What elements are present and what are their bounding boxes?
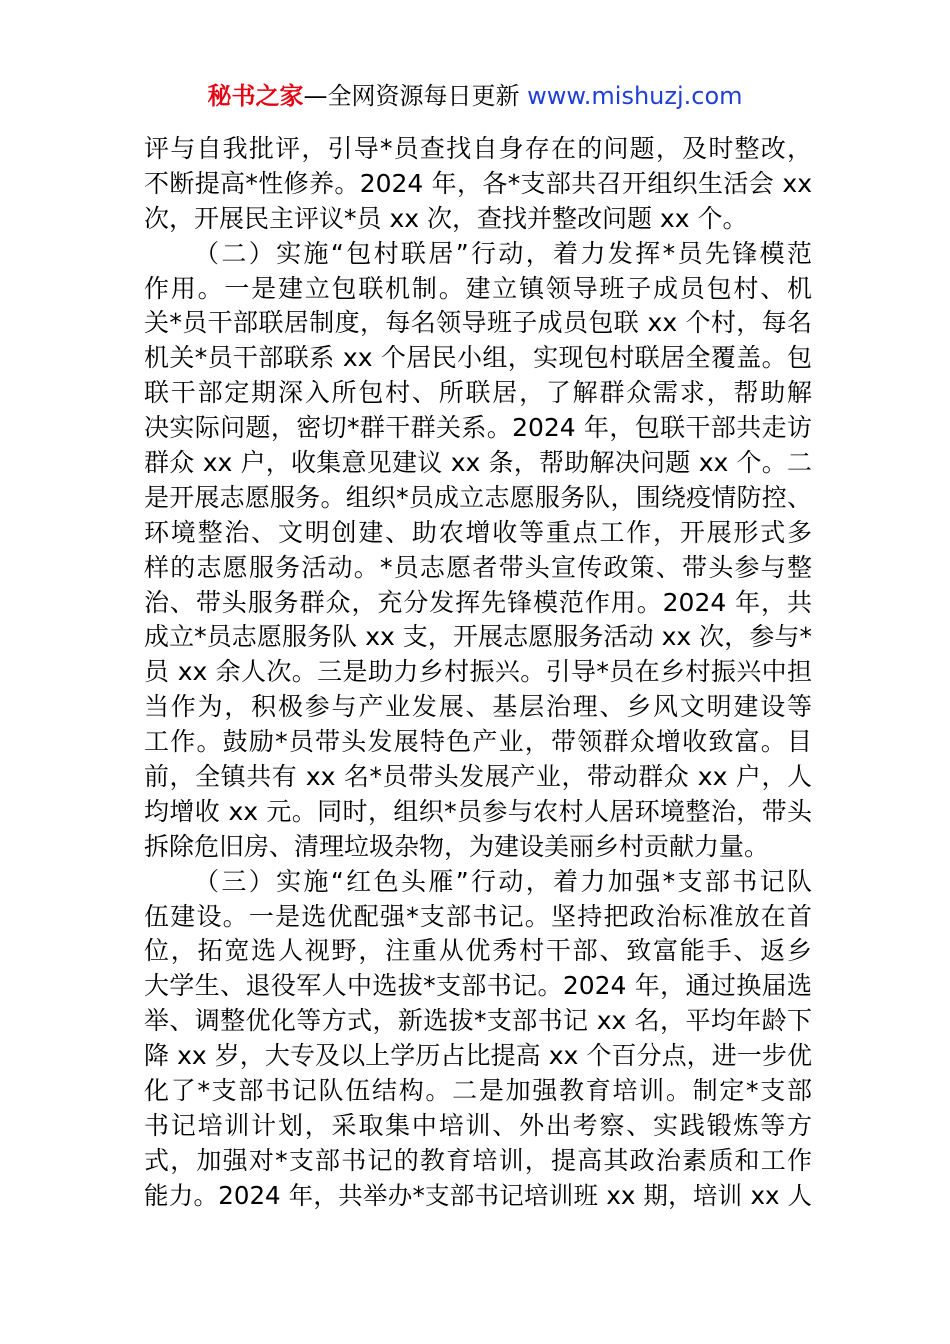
text-line: 是开展志愿服务。组织*员成立志愿服务队，围绕疫情防控、	[144, 482, 812, 512]
header-tagline: —全网资源每日更新	[303, 82, 528, 110]
section-heading-line: （二）实施“包村联居”行动，着力发挥*员先锋模范	[194, 238, 812, 268]
section-heading-line: （三）实施“红色头雁”行动，着力加强*支部书记队	[194, 866, 812, 896]
text-line: 关*员干部联居制度，每名领导班子成员包联 xx 个村，每名	[144, 308, 812, 338]
text-line: 拆除危旧房、清理垃圾杂物，为建设美丽乡村贡献力量。	[144, 831, 770, 861]
text-line: 治、带头服务群众，充分发挥先锋模范作用。2024 年，共	[144, 587, 812, 617]
text-line: 均增收 xx 元。同时，组织*员参与农村人居环境整治，带头	[144, 796, 812, 826]
text-line: 成立*员志愿服务队 xx 支，开展志愿服务活动 xx 次，参与*	[144, 622, 812, 652]
text-line: 联干部定期深入所包村、所联居，了解群众需求，帮助解	[144, 378, 812, 408]
site-url-link[interactable]: www.mishuzj.com	[527, 82, 743, 110]
text-line: 前，全镇共有 xx 名*员带头发展产业，带动群众 xx 户，人	[144, 762, 813, 792]
text-line: 工作。鼓励*员带头发展特色产业，带领群众增收致富。目	[144, 727, 812, 757]
text-line: 员 xx 余人次。三是助力乡村振兴。引导*员在乡村振兴中担	[144, 657, 812, 687]
body-text	[144, 132, 812, 1214]
text-line: 式，加强对*支部书记的教育培训，提高其政治素质和工作	[144, 1145, 812, 1175]
text-line: 降 xx 岁，大专及以上学历占比提高 xx 个百分点，进一步优	[144, 1041, 812, 1071]
text-line: 评与自我批评，引导*员查找自身存在的问题，及时整改，	[144, 134, 812, 163]
text-line: 作用。一是建立包联机制。建立镇领导班子成员包村、机	[144, 273, 812, 303]
text-line: 环境整治、文明创建、助农增收等重点工作，开展形式多	[144, 517, 812, 547]
text-line: 化了*支部书记队伍结构。二是加强教育培训。制定*支部	[144, 1076, 812, 1106]
text-line: 大学生、退役军人中选拔*支部书记。2024 年，通过换届选	[144, 971, 812, 1001]
text-line: 不断提高*性修养。2024 年，各*支部共召开组织生活会 xx	[144, 168, 812, 198]
text-line: 决实际问题，密切*群干群关系。2024 年，包联干部共走访	[144, 413, 812, 443]
text-line: 举、调整优化等方式，新选拔*支部书记 xx 名，平均年龄下	[144, 1006, 812, 1036]
text-line: 位，拓宽选人视野，注重从优秀村干部、致富能手、返乡	[144, 936, 812, 966]
text-line: 当作为，积极参与产业发展、基层治理、乡风文明建设等	[144, 692, 812, 722]
text-line: 书记培训计划，采取集中培训、外出考察、实践锻炼等方	[144, 1110, 812, 1140]
site-header	[0, 80, 950, 112]
brand-name: 秘书之家	[207, 82, 304, 110]
text-line: 伍建设。一是选优配强*支部书记。坚持把政治标准放在首	[144, 901, 812, 931]
text-line: 次，开展民主评议*员 xx 次，查找并整改问题 xx 个。	[144, 203, 748, 233]
text-line: 样的志愿服务活动。*员志愿者带头宣传政策、带头参与整	[144, 552, 812, 582]
text-line: 机关*员干部联系 xx 个居民小组，实现包村联居全覆盖。包	[144, 343, 812, 373]
text-line: 能力。2024 年，共举办*支部书记培训班 xx 期，培训 xx 人	[144, 1180, 812, 1210]
text-line: 群众 xx 户，收集意见建议 xx 条，帮助解决问题 xx 个。二	[144, 448, 812, 478]
